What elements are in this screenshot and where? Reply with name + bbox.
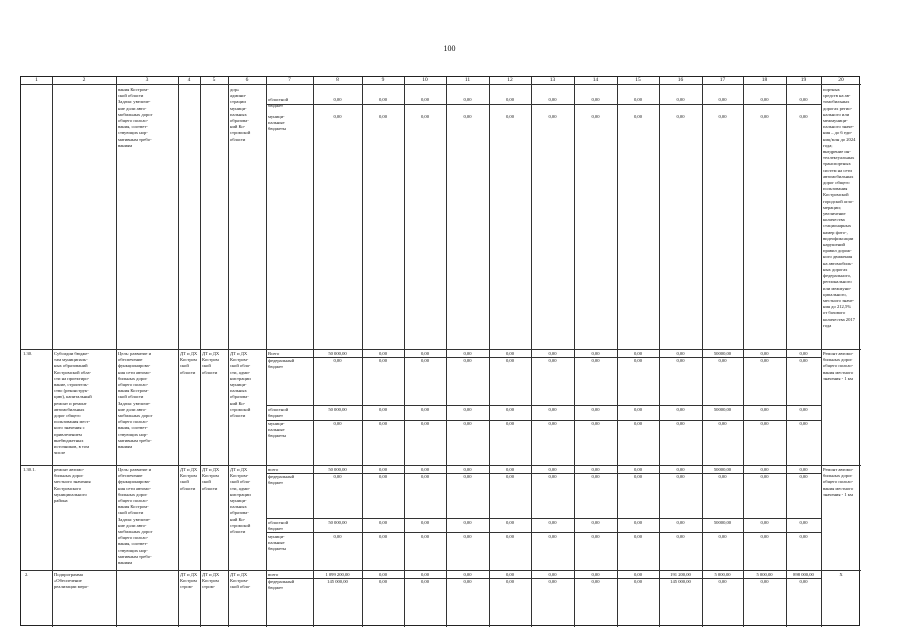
row-rule — [266, 405, 821, 406]
goal-text: Цель: развитие и обеспечение функционирова- ния сети автомо- бильных дорог общего пользо- вания Костром- ской области Задача: увеличе- ние доли авто- мобильных дорог общего пользо- вания, соответ- ствующих нор- мативным требо- ваниям — [118, 351, 153, 450]
amount-cell: 0,00 — [676, 97, 685, 102]
amount-cell: 0,00 — [420, 520, 430, 525]
amount-cell: 0,00 — [633, 520, 643, 525]
amount-cell: 0,00 — [378, 572, 388, 577]
amount-cell: 0,00 — [548, 351, 557, 356]
budget-source-label: всего — [268, 572, 279, 577]
amount-cell: 0,00 — [718, 579, 727, 584]
result-text: Ремонт автомо- бильных дорог общего пользо- вания местного значения - 1 км — [823, 351, 854, 381]
budget-source-label: федеральный бюджет — [268, 579, 295, 591]
column-rule — [200, 77, 201, 627]
amount-cell: 0,00 — [718, 358, 727, 363]
amount-cell: 0,00 — [333, 358, 342, 363]
row-rule — [21, 349, 861, 350]
amount-cell: 0,00 — [548, 421, 557, 426]
goal-text: Цель: развитие и обеспечение функционирова- ния сети автомо- бильных дорог общего пользо- вания Костром- ской области Задача: увеличе- ние доли авто- мобильных дорог общего пользо- вания, соответ- ствующих нор- мативным требо- ваниям — [118, 467, 153, 566]
header-cell: 13 — [549, 77, 556, 83]
amount-cell: 0,00 — [505, 467, 515, 472]
amount-cell: 0,00 — [760, 97, 769, 102]
amount-cell: 0,00 — [548, 358, 557, 363]
amount-cell: 0,00 — [591, 358, 600, 363]
amount-cell: 0,00 — [760, 579, 769, 584]
amount-cell: 0,00 — [548, 114, 557, 119]
amount-cell: 0,00 — [676, 358, 685, 363]
amount-cell: 0,00 — [420, 407, 430, 412]
header-cell: 19 — [800, 77, 807, 83]
amount-cell: 0,00 — [378, 467, 388, 472]
header-cell: 4 — [187, 77, 191, 83]
header-cell: 6 — [245, 77, 249, 83]
amount-cell: 0,00 — [676, 114, 685, 119]
amount-cell: 0,00 — [718, 474, 727, 479]
amount-cell: 50000,00 — [713, 467, 732, 472]
row-number: 1.30. — [23, 351, 33, 356]
amount-cell: 0,00 — [676, 351, 685, 356]
amount-cell: 0,00 — [378, 579, 388, 584]
budget-source-label: федеральный бюджет — [268, 358, 295, 370]
result-text: Ремонт автомо- бильных дорог общего пользо- вания местного значения - 1 км — [823, 467, 854, 497]
header-cell: 3 — [145, 77, 149, 83]
amount-cell: 0,00 — [591, 114, 600, 119]
amount-cell: 0,00 — [633, 97, 643, 102]
budget-table — [20, 76, 860, 626]
amount-cell: 0,00 — [799, 114, 808, 119]
header-cell: 15 — [635, 77, 641, 83]
amount-cell: 0,00 — [420, 467, 430, 472]
row-number: 1.30.1. — [23, 467, 36, 472]
amount-cell: 898 000,00 — [793, 572, 814, 577]
amount-cell: 0,00 — [505, 534, 515, 539]
amount-cell: 0,00 — [463, 97, 472, 102]
amount-cell: 0,00 — [718, 114, 727, 119]
amount-cell: 0,00 — [505, 421, 515, 426]
amount-cell: 0,00 — [718, 97, 727, 102]
amount-cell: 0,00 — [463, 421, 472, 426]
amount-cell: 0,00 — [676, 421, 685, 426]
amount-cell: 0,00 — [420, 474, 430, 479]
amount-cell: 0,00 — [378, 534, 388, 539]
header-cell: 8 — [336, 77, 339, 83]
amount-cell: 0,00 — [463, 407, 472, 412]
amount-cell: 0,00 — [633, 579, 643, 584]
header-cell: 20 — [838, 77, 844, 83]
amount-cell: 0,00 — [378, 421, 388, 426]
amount-cell: 191 200,00 — [670, 572, 691, 577]
budget-source-label: всего — [268, 467, 279, 472]
row-rule — [21, 465, 861, 466]
amount-cell: 0,00 — [799, 358, 808, 363]
amount-cell: 0,00 — [760, 520, 769, 525]
amount-cell: 0,00 — [463, 351, 472, 356]
amount-cell: 0,00 — [333, 97, 342, 102]
amount-cell: 0,00 — [420, 358, 430, 363]
amount-cell: 0,00 — [799, 579, 808, 584]
amount-cell: 1 099 200,00 — [325, 572, 350, 577]
amount-cell: 50 000,00 — [328, 467, 347, 472]
amount-cell: 0,00 — [548, 407, 557, 412]
coordinator-text: ДТ и ДХ Костром стром- — [202, 572, 220, 590]
amount-cell: 0,00 — [591, 572, 600, 577]
amount-cell: 0,00 — [463, 579, 472, 584]
amount-cell: 0,00 — [378, 351, 388, 356]
amount-cell: 0,00 — [333, 534, 342, 539]
amount-cell: 0,00 — [378, 407, 388, 412]
header-cell: 10 — [422, 77, 428, 83]
budget-source-label: муници- пальные бюджеты — [268, 534, 287, 552]
amount-cell: 0,00 — [591, 534, 600, 539]
coordinator-text: ДТ и ДХ Костром ской области — [202, 351, 220, 375]
amount-cell: 0,00 — [378, 520, 388, 525]
executor-text: дор» админи- страции муници- пальных образова- ний Ко- стромской области — [230, 87, 251, 142]
amount-cell: 50 000,00 — [328, 520, 347, 525]
amount-cell: 0,00 — [505, 358, 515, 363]
header-cell: 11 — [464, 77, 471, 83]
budget-source-label: федеральный бюджет — [268, 474, 295, 486]
amount-cell: 0,00 — [799, 97, 808, 102]
header-cell: 2 — [82, 77, 86, 83]
amount-cell: 0,00 — [548, 467, 557, 472]
amount-cell: 0,00 — [548, 520, 557, 525]
amount-cell: 0,00 — [420, 579, 430, 584]
column-rule — [178, 77, 179, 627]
row-rule — [266, 518, 821, 519]
amount-cell: 0,00 — [591, 407, 600, 412]
amount-cell: 0,00 — [333, 421, 342, 426]
amount-cell: 0,00 — [799, 520, 808, 525]
budget-source-label: областной бюджет — [268, 97, 289, 109]
amount-cell: 50 000,00 — [328, 351, 347, 356]
amount-cell: 0,00 — [333, 114, 342, 119]
customer-text: ДТ и ДХ Костром ской области — [180, 467, 198, 491]
amount-cell: 0,00 — [420, 114, 430, 119]
result-text: Х — [839, 572, 843, 577]
amount-cell: 0,00 — [799, 534, 808, 539]
amount-cell: 0,00 — [548, 97, 557, 102]
amount-cell: 0,00 — [591, 97, 600, 102]
amount-cell: 0,00 — [420, 421, 430, 426]
measure-name: ремонт автомо- бильных дорог местного значения Костромского муниципального района — [54, 467, 91, 504]
header-cell: 9 — [381, 77, 385, 83]
customer-text: ДТ и ДХ Костром ской области — [180, 351, 198, 375]
amount-cell: 0,00 — [633, 534, 643, 539]
amount-cell: 0,00 — [633, 421, 643, 426]
amount-cell: 0,00 — [463, 534, 472, 539]
row-rule — [21, 84, 861, 85]
header-cell: 5 — [212, 77, 216, 83]
column-rule — [266, 77, 267, 627]
amount-cell: 50000,00 — [713, 407, 732, 412]
column-rule — [116, 77, 117, 627]
amount-cell: 0,00 — [591, 351, 600, 356]
amount-cell: 0,00 — [463, 358, 472, 363]
subprogram-name: Подпрограмма «Обеспечение реализации меро- — [54, 572, 89, 590]
amount-cell: 50 000,00 — [328, 407, 347, 412]
amount-cell: 0,00 — [378, 474, 388, 479]
amount-cell: 0,00 — [676, 534, 685, 539]
amount-cell: 0,00 — [463, 467, 472, 472]
budget-source-label: муници- пальные бюджеты — [268, 421, 287, 439]
amount-cell: 0,00 — [591, 520, 600, 525]
amount-cell: 0,00 — [505, 407, 515, 412]
amount-cell: 0,00 — [633, 358, 643, 363]
amount-cell: 0,00 — [718, 421, 727, 426]
header-cell: 18 — [761, 77, 768, 83]
row-number: 2. — [25, 572, 29, 577]
amount-cell: 0,00 — [799, 421, 808, 426]
amount-cell: 0,00 — [505, 474, 515, 479]
amount-cell: 0,00 — [676, 407, 685, 412]
amount-cell: 0,00 — [633, 407, 643, 412]
column-rule — [228, 77, 229, 627]
row-rule — [266, 104, 821, 105]
row-rule — [21, 570, 861, 571]
amount-cell: 0,00 — [333, 474, 342, 479]
row-rule — [266, 532, 821, 533]
page-number: 100 — [443, 44, 456, 53]
amount-cell: 0,00 — [760, 467, 769, 472]
amount-cell: 0,00 — [633, 474, 643, 479]
amount-cell: 0,00 — [505, 579, 515, 584]
amount-cell: 0,00 — [760, 534, 769, 539]
amount-cell: 0,00 — [591, 579, 600, 584]
header-cell: 1 — [35, 77, 38, 83]
coordinator-text: ДТ и ДХ Костром ской области — [202, 467, 220, 491]
amount-cell: 0,00 — [760, 358, 769, 363]
amount-cell: 0,00 — [505, 114, 515, 119]
amount-cell: 0,00 — [420, 534, 430, 539]
amount-cell: 0,00 — [633, 351, 643, 356]
amount-cell: 0,00 — [548, 572, 557, 577]
column-rule — [821, 77, 822, 627]
header-cell: 16 — [677, 77, 684, 83]
amount-cell: 0,00 — [633, 114, 643, 119]
measure-name: Субсидии бюдже- там муниципаль- ных образований Костромской обла- сти на проектиро- вание, строитель- ство (реконструк- цию), капитальный ремонт и ремонт автомобильных дорог общего пользования мест- ного значения с привлечением внебюджетных источников, в том числе — [54, 351, 92, 456]
amount-cell: 0,00 — [378, 358, 388, 363]
amount-cell: 50000,00 — [713, 520, 732, 525]
header-cell: 7 — [288, 77, 291, 83]
amount-cell: 0,00 — [799, 474, 808, 479]
amount-cell: 0,00 — [548, 534, 557, 539]
header-cell: 14 — [592, 77, 599, 83]
budget-source-label: областной бюджет — [268, 407, 289, 419]
amount-cell: 50000,00 — [713, 351, 732, 356]
amount-cell: 5 000,00 — [756, 572, 773, 577]
budget-source-label: областной бюджет — [268, 520, 289, 532]
amount-cell: 5 000,00 — [714, 572, 731, 577]
amount-cell: 145 000,00 — [327, 579, 348, 584]
amount-cell: 0,00 — [463, 520, 472, 525]
amount-cell: 0,00 — [591, 474, 600, 479]
executor-text: ДТ и ДХ Костром- ской обла- сти, адми- нистрации муници- пальных образова- ний Ко- стромской области — [230, 467, 251, 535]
amount-cell: 0,00 — [760, 351, 769, 356]
amount-cell: 0,00 — [676, 474, 685, 479]
amount-cell: 0,00 — [420, 572, 430, 577]
amount-cell: 0,00 — [760, 421, 769, 426]
amount-cell: 0,00 — [799, 351, 808, 356]
amount-cell: 0,00 — [799, 467, 808, 472]
task-text: вания Костром- ской области Задача: увеличе- ние доли авто- мобильных дорог общего пользо- вания, соответ- ствующих нор- мативным требо- ваниям — [118, 87, 153, 148]
header-cell: 17 — [719, 77, 726, 83]
amount-cell: 0,00 — [420, 97, 430, 102]
amount-cell: 0,00 — [633, 572, 643, 577]
budget-source-label: муници- пальные бюджеты — [268, 114, 287, 132]
amount-cell: 0,00 — [676, 520, 685, 525]
amount-cell: 0,00 — [378, 97, 388, 102]
amount-cell: 0,00 — [760, 474, 769, 479]
amount-cell: 0,00 — [505, 520, 515, 525]
header-cell: 12 — [507, 77, 513, 83]
amount-cell: 0,00 — [676, 467, 685, 472]
amount-cell: 0,00 — [548, 474, 557, 479]
amount-cell: 0,00 — [591, 421, 600, 426]
amount-cell: 0,00 — [633, 467, 643, 472]
amount-cell: 0,00 — [760, 114, 769, 119]
amount-cell: 0,00 — [420, 351, 430, 356]
result-text: портных средств на ав- томобильных дорогах регио- нального или межмуници- пального значе- ния – до 6 еди- ниц/млн до 2024 года; внедрение ин- теллектуальных транспортных систем на сети автомобильных дорог общего пользования Костромской городской агло- мерации; увеличение количества стационарных камер фото-, видеофиксации нарушений правил дорож- ного движения на автомобиль- ных дорогах федерального, регионального или межмуни- ципального, местного значе- ния до 212,5% от базового количества 2017 года — [823, 87, 856, 328]
amount-cell: 0,00 — [505, 97, 515, 102]
column-rule — [52, 77, 53, 627]
amount-cell: 0,00 — [463, 114, 472, 119]
amount-cell: 0,00 — [760, 407, 769, 412]
amount-cell: 145 000,00 — [670, 579, 691, 584]
amount-cell: 0,00 — [505, 351, 515, 356]
amount-cell: 0,00 — [463, 474, 472, 479]
customer-text: ДТ и ДХ Костром стром- — [180, 572, 198, 590]
amount-cell: 0,00 — [591, 467, 600, 472]
budget-source-label: Всего — [268, 351, 280, 356]
executor-text: ДТ и ДХ Костром- ской обла- сти, адми- нистрации муници- пальных образова- ний Ко- стромской области — [230, 351, 251, 419]
amount-cell: 0,00 — [799, 407, 808, 412]
amount-cell: 0,00 — [548, 579, 557, 584]
amount-cell: 0,00 — [505, 572, 515, 577]
amount-cell: 0,00 — [463, 572, 472, 577]
amount-cell: 0,00 — [378, 114, 388, 119]
amount-cell: 0,00 — [718, 534, 727, 539]
executor-text: ДТ и ДХ Костром- ской обла- — [230, 572, 251, 590]
